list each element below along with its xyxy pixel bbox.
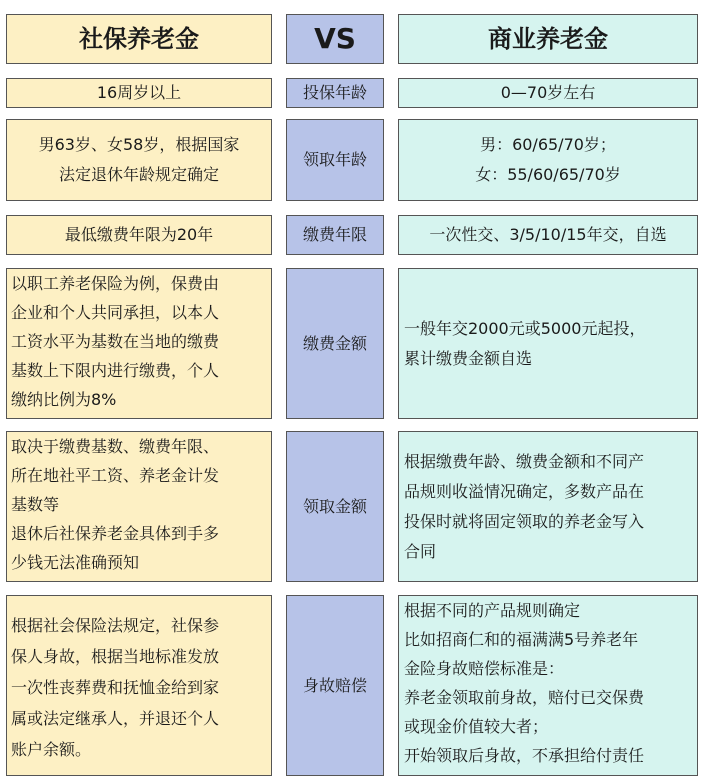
row-death-benefit-commercial <box>398 595 698 776</box>
row-label: 领取年龄 <box>302 150 367 169</box>
row-pay-amount-label <box>286 268 384 419</box>
cell-text: 基数上下限内进行缴费，个人 <box>11 361 220 380</box>
row-claim-amount-social <box>6 431 272 582</box>
cell-text: 0—70岁左右 <box>500 83 596 102</box>
header-commercial-pension <box>398 14 698 64</box>
row-death-benefit-label <box>286 595 384 776</box>
cell-text: 账户余额。 <box>11 740 92 759</box>
cell-text: 品规则收溢情况确定，多数产品在 <box>404 482 645 501</box>
row-claim-age-commercial <box>398 119 698 201</box>
header-vs-label: VS <box>314 22 356 55</box>
cell-text: 工资水平为基数在当地的缴费 <box>11 332 220 351</box>
row-pay-years-commercial <box>398 215 698 255</box>
row-pay-years-label <box>286 215 384 255</box>
cell-text: 最低缴费年限为20年 <box>64 225 214 244</box>
cell-text: 以职工养老保险为例，保费由 <box>11 274 220 293</box>
cell-text: 一般年交2000元或5000元起投， <box>404 318 646 338</box>
cell-text: 或现金价值较大者； <box>404 717 549 736</box>
row-claim-age-label <box>286 119 384 201</box>
cell-text: 基数等 <box>11 495 60 514</box>
cell-text: 所在地社平工资、养老金计发 <box>11 466 220 485</box>
cell-text: 开始领取后身故，不承担给付责任 <box>404 746 645 765</box>
cell-text: 属或法定继承人，并退还个人 <box>11 709 220 728</box>
cell-text: 16周岁以上 <box>96 83 182 102</box>
row-pay-years-social <box>6 215 272 255</box>
row-insure-age-label <box>286 78 384 108</box>
cell-text: 比如招商仁和的福满满5号养老年 <box>404 630 639 649</box>
cell-text: 取决于缴费基数、缴费年限、 <box>11 437 220 456</box>
cell-text: 男63岁、女58岁，根据国家 <box>38 135 240 154</box>
cell-text: 女：55/60/65/70岁 <box>475 165 621 184</box>
row-claim-age-social <box>6 119 272 201</box>
row-pay-amount-commercial <box>398 268 698 419</box>
cell-text: 累计缴费金额自选 <box>404 348 533 368</box>
row-claim-amount-label <box>286 431 384 582</box>
row-pay-amount-social <box>6 268 272 419</box>
cell-text: 保人身故，根据当地标准发放 <box>11 647 220 666</box>
cell-text: 少钱无法准确预知 <box>11 553 140 572</box>
cell-text: 男：60/65/70岁； <box>480 135 616 154</box>
cell-text: 投保时就将固定领取的养老金写入 <box>404 512 645 531</box>
cell-text: 缴纳比例为8% <box>11 390 117 409</box>
row-insure-age-commercial <box>398 78 698 108</box>
cell-text: 一次性丧葬费和抚恤金给到家 <box>11 678 220 697</box>
header-social-pension-label: 社保养老金 <box>79 25 199 53</box>
row-claim-amount-commercial <box>398 431 698 582</box>
cell-text: 合同 <box>404 542 437 561</box>
cell-text: 法定退休年龄规定确定 <box>58 165 219 184</box>
cell-text: 退休后社保养老金具体到手多 <box>11 524 220 543</box>
cell-text: 养老金领取前身故，赔付已交保费 <box>404 688 645 707</box>
cell-text: 金险身故赔偿标准是： <box>404 659 565 678</box>
header-commercial-pension-label: 商业养老金 <box>488 25 608 53</box>
row-insure-age-social <box>6 78 272 108</box>
cell-text: 企业和个人共同承担，以本人 <box>11 303 220 322</box>
row-label: 身故赔偿 <box>302 675 367 695</box>
row-label: 投保年龄 <box>302 83 367 102</box>
header-vs <box>286 14 384 64</box>
cell-text: 根据社会保险法规定，社保参 <box>11 616 220 635</box>
cell-text: 根据缴费年龄、缴费金额和不同产 <box>404 452 645 471</box>
header-social-pension <box>6 14 272 64</box>
cell-text: 一次性交、3/5/10/15年交，自选 <box>429 225 667 244</box>
row-label: 领取金额 <box>302 496 367 516</box>
row-label: 缴费金额 <box>302 333 367 353</box>
row-label: 缴费年限 <box>302 225 367 244</box>
cell-text: 根据不同的产品规则确定 <box>404 601 581 620</box>
row-death-benefit-social <box>6 595 272 776</box>
